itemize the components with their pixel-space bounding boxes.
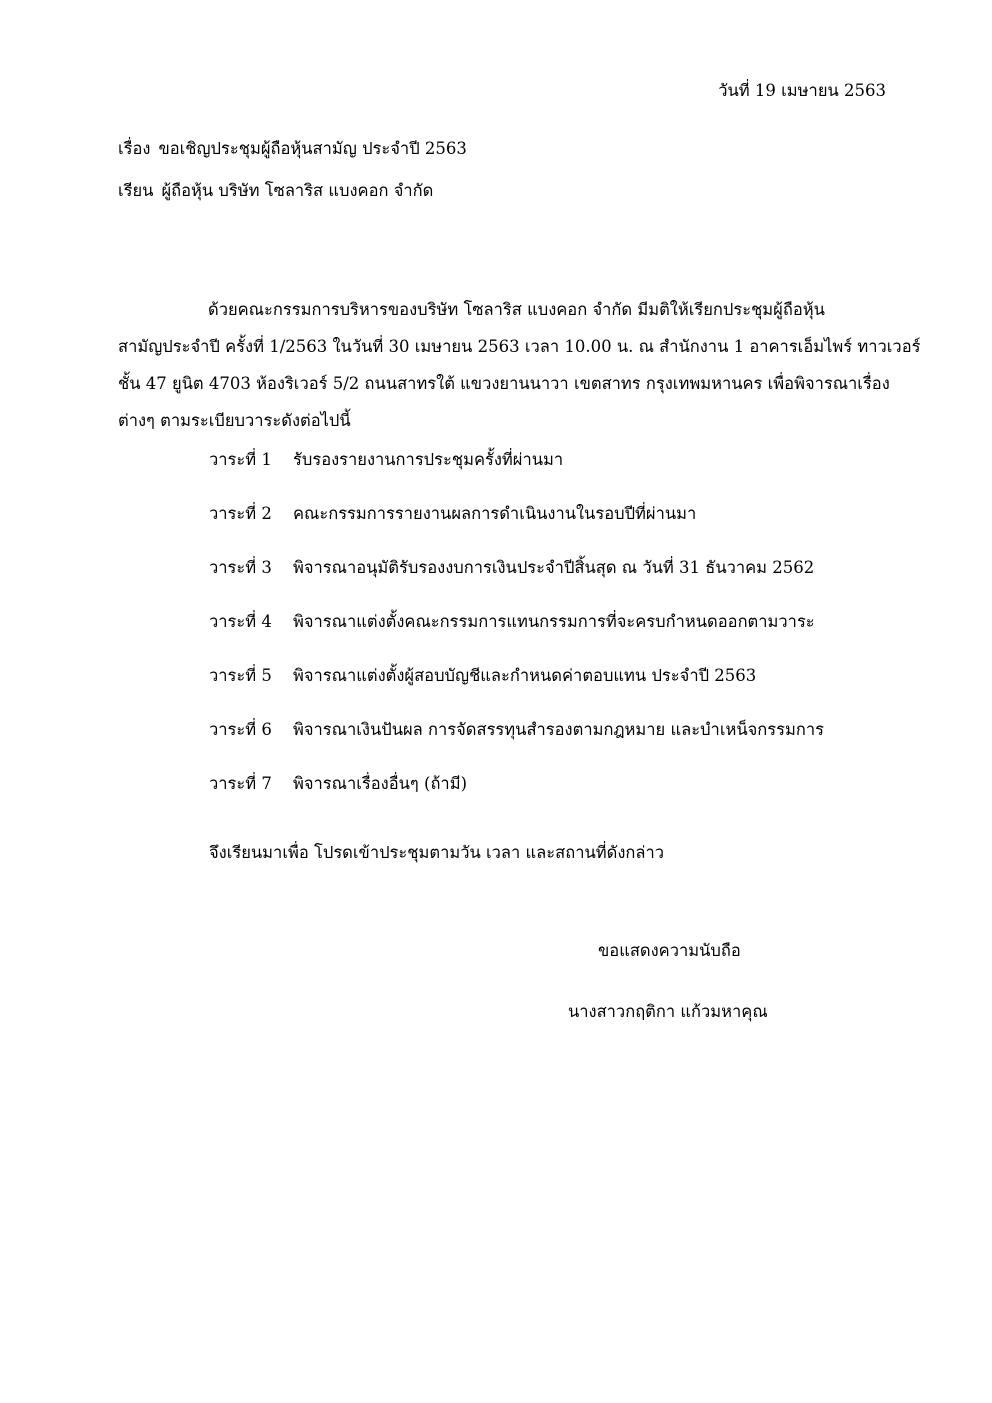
agenda-text: พิจารณาเงินปันผล การจัดสรรทุนสำรองตามกฎหมาย และบำเหน็จกรรมการ (293, 720, 824, 739)
agenda-number: วาระที่ 4 (209, 612, 272, 631)
recipient-label: เรียน (118, 181, 154, 200)
regards-text: ขอแสดงความนับถือ (598, 941, 741, 960)
agenda-item (209, 714, 889, 768)
subject-text: ขอเชิญประชุมผู้ถือหุ้นสามัญ ประจำปี 2563 (158, 139, 467, 158)
agenda-number: วาระที่ 7 (209, 774, 272, 793)
agenda-text: คณะกรรมการรายงานผลการดำเนินงานในรอบปีที่ผ่านมา (293, 504, 697, 523)
agenda-number: วาระที่ 3 (209, 558, 272, 577)
recipient-text: ผู้ถือหุ้น บริษัท โซลาริส แบงคอก จำกัด (161, 181, 434, 200)
agenda-text: พิจารณาแต่งตั้งคณะกรรมการแทนกรรมการที่จะครบกำหนดออกตามวาระ (293, 612, 815, 631)
agenda-item (209, 660, 889, 714)
agenda-text: พิจารณาเรื่องอื่นๆ (ถ้ามี) (293, 774, 468, 793)
body-paragraph (118, 291, 921, 439)
letter-date: วันที่ 19 เมษายน 2563 (718, 81, 886, 100)
agenda-text: พิจารณาอนุมัติรับรองงบการเงินประจำปีสิ้นสุด ณ วันที่ 31 ธันวาคม 2562 (293, 558, 815, 577)
closing-sentence: จึงเรียนมาเพื่อ โปรดเข้าประชุมตามวัน เวลา และสถานที่ดังกล่าว (209, 843, 665, 862)
agenda-item (209, 606, 889, 660)
body-line: ด้วยคณะกรรมการบริหารของบริษัท โซลาริส แบงคอก จำกัด มีมติให้เรียกประชุมผู้ถือหุ้น (208, 300, 825, 319)
agenda-item (209, 498, 889, 552)
agenda-number: วาระที่ 1 (209, 450, 272, 469)
agenda-number: วาระที่ 2 (209, 504, 272, 523)
agenda-item (209, 768, 889, 822)
agenda-item (209, 552, 889, 606)
agenda-number: วาระที่ 5 (209, 666, 272, 685)
body-line: ชั้น 47 ยูนิต 4703 ห้องริเวอร์ 5/2 ถนนสาทรใต้ แขวงยานนาวา เขตสาทร กรุงเทพมหานคร เพื่อพิจารณาเรื่อง (118, 374, 890, 393)
agenda-item (209, 444, 889, 498)
signer-name: นางสาวกฤติกา แก้วมหาคุณ (568, 1002, 768, 1021)
agenda-text: พิจารณาแต่งตั้งผู้สอบบัญชีและกำหนดค่าตอบแทน ประจำปี 2563 (293, 666, 757, 685)
recipient-line (118, 178, 433, 204)
agenda-list (209, 444, 889, 822)
agenda-text: รับรองรายงานการประชุมครั้งที่ผ่านมา (293, 450, 564, 469)
body-line: สามัญประจำปี ครั้งที่ 1/2563 ในวันที่ 30 เมษายน 2563 เวลา 10.00 น. ณ สำนักงาน 1 อาคารเอ็มไพร์ ทาวเวอร์ (118, 337, 921, 356)
subject-label: เรื่อง (118, 139, 151, 158)
agenda-number: วาระที่ 6 (209, 720, 272, 739)
body-line: ต่างๆ ตามระเบียบวาระดังต่อไปนี้ (118, 411, 351, 430)
subject-line (118, 136, 467, 162)
